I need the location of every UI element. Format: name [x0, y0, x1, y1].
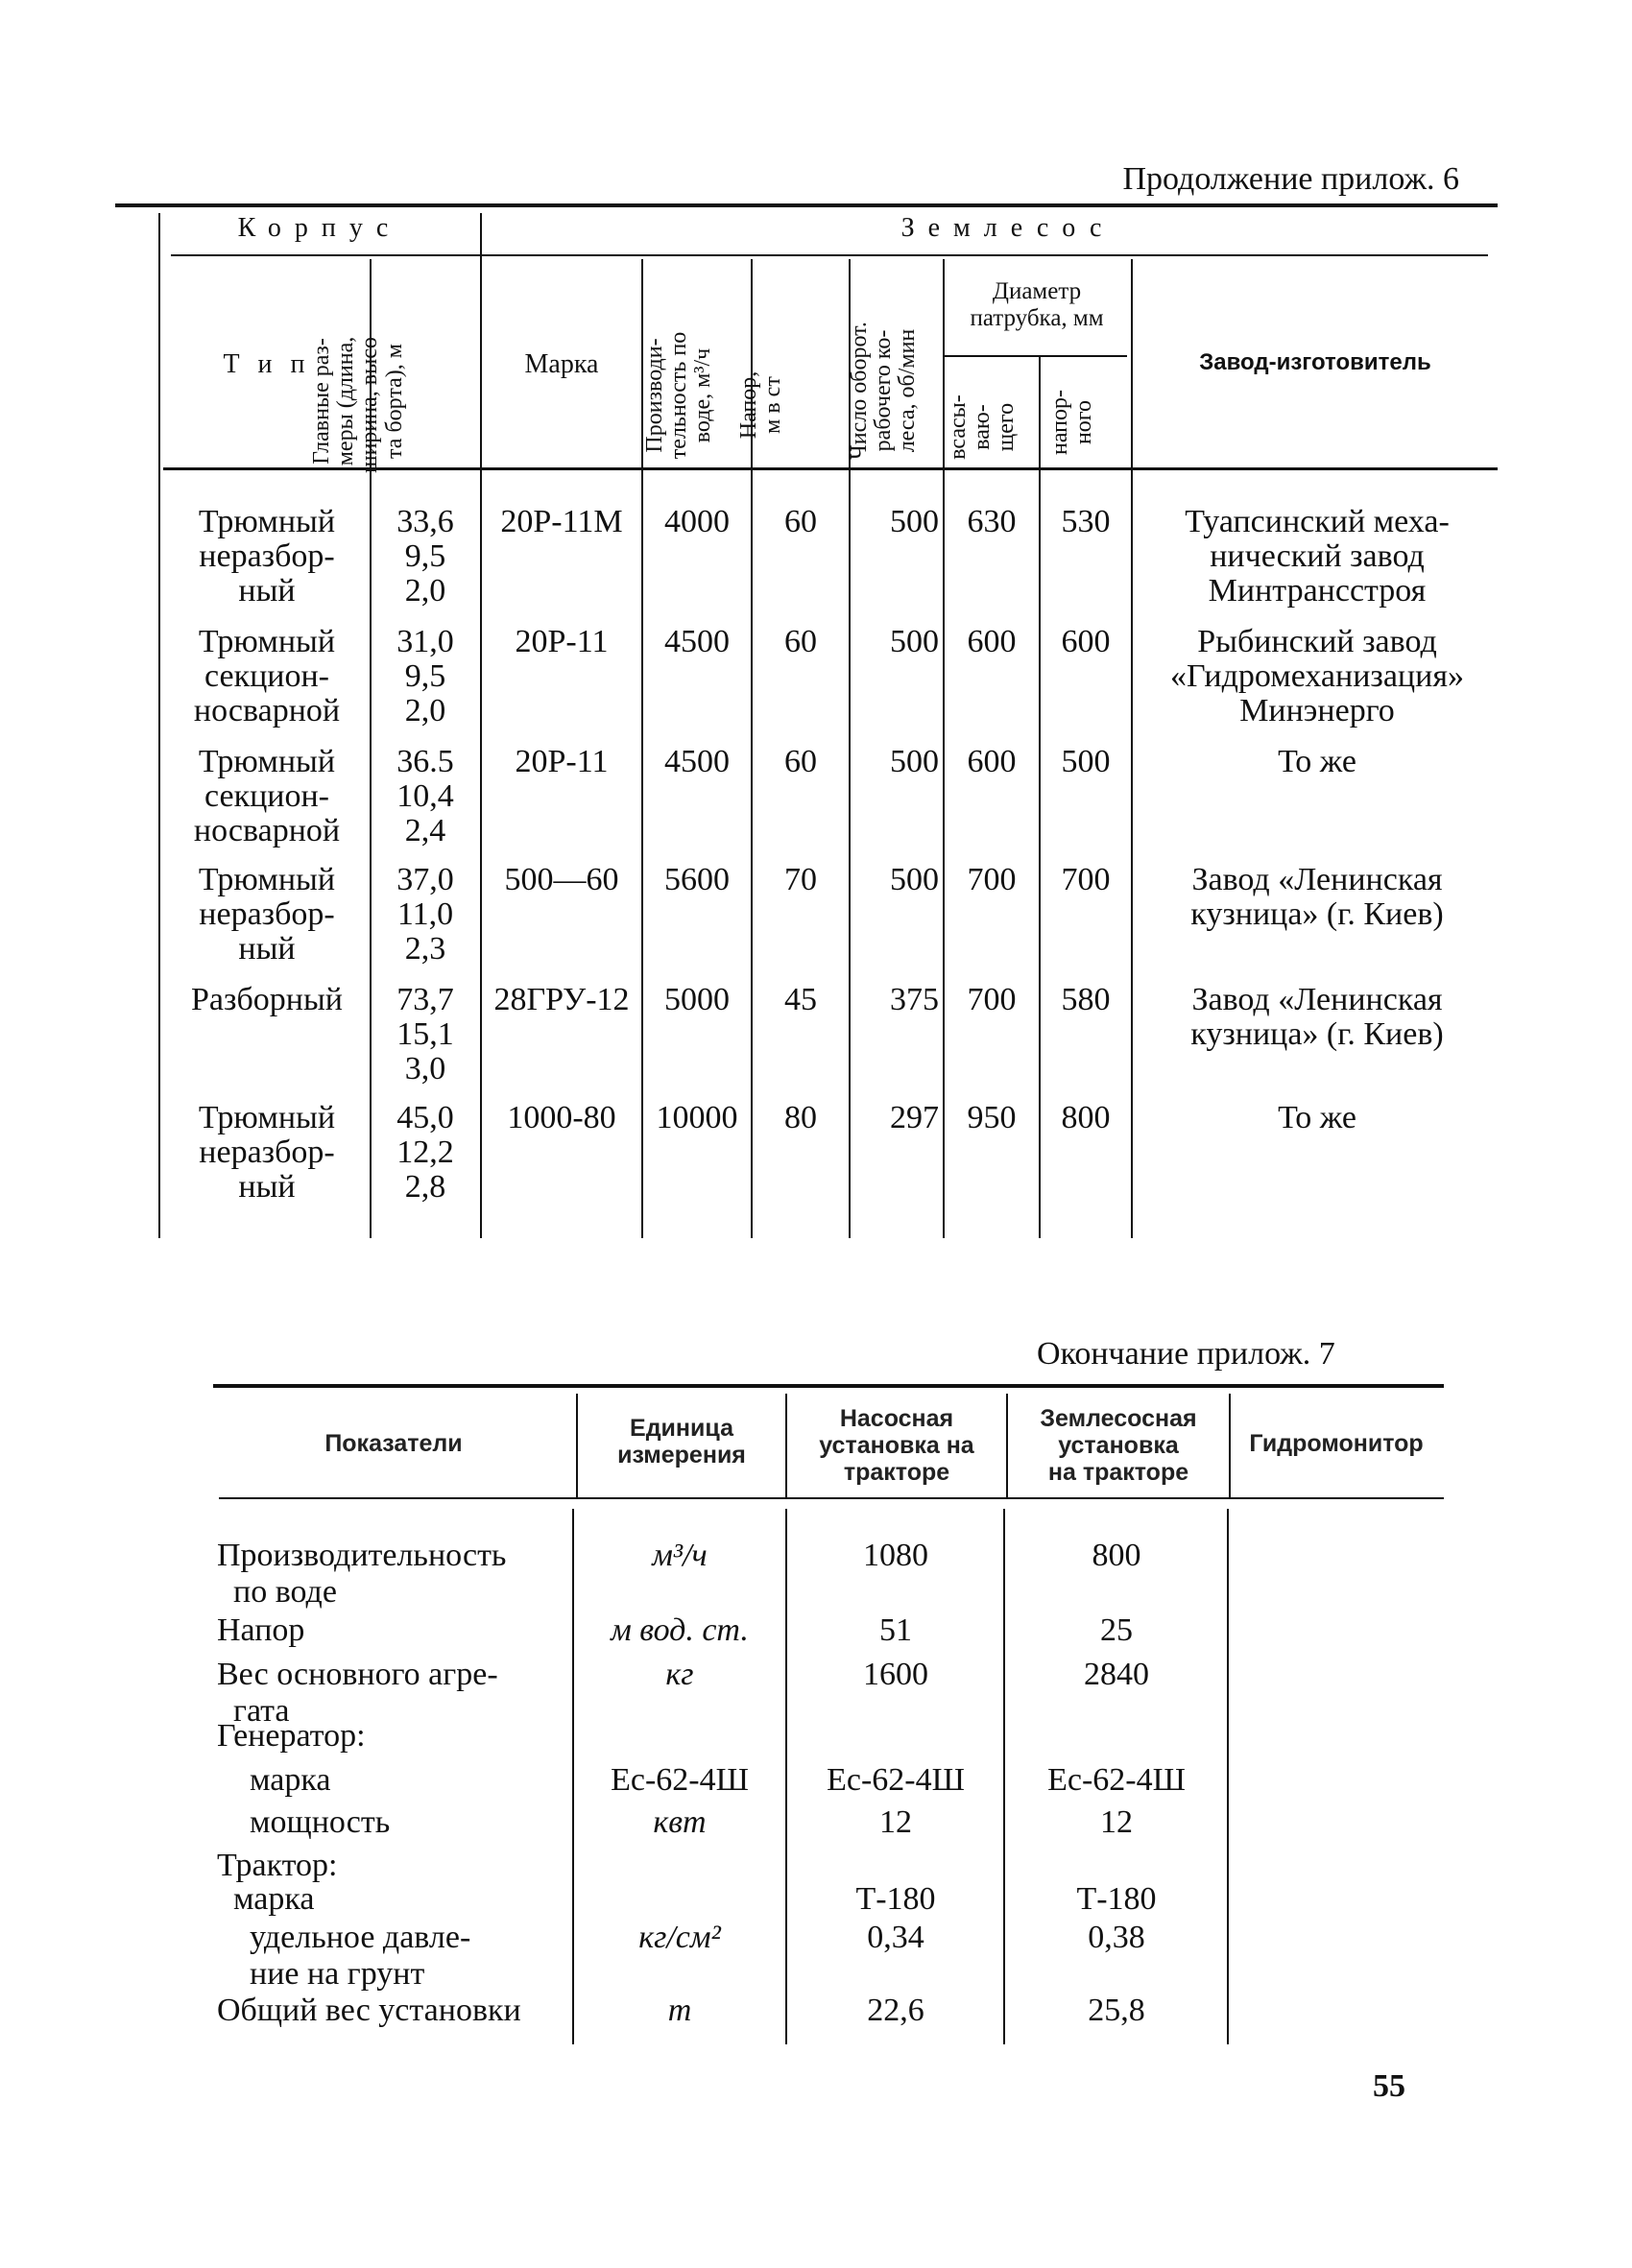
- table2-vrule: [785, 1394, 787, 1497]
- table2-cell-pump: 22,6: [867, 1993, 924, 2028]
- table1-header-type: Т и п: [223, 349, 311, 379]
- table2-header-rule: [219, 1497, 1444, 1499]
- table2-header-unit: Единица измерения: [617, 1415, 746, 1468]
- table2-cell-indicator: Трактор:: [217, 1848, 338, 1883]
- table1-cell-pressure: 700: [1061, 862, 1111, 897]
- table1-cell-dims: 45,0 12,2 2,8: [396, 1100, 454, 1205]
- table2-cell-dredge: 25: [1100, 1612, 1133, 1648]
- table1-header-capacity: Производи- тельность по воде, м³/ч: [642, 331, 716, 460]
- table1-cell-rpm: 297: [890, 1100, 939, 1135]
- table2-cell-indicator: Вес основного агре- гата: [217, 1657, 498, 1729]
- table1-header-diameter: Диаметр патрубка, мм: [970, 278, 1104, 331]
- table2-header-indicator: Показатели: [324, 1430, 463, 1457]
- table1-header-pressure: напор- ного: [1047, 390, 1097, 456]
- table2-cell-dredge: 0,38: [1088, 1920, 1145, 1955]
- table1-cell-brand: 28ГРУ-12: [493, 982, 630, 1017]
- table2-cell-dredge: Т-180: [1076, 1881, 1157, 1917]
- table1-cell-head: 70: [784, 862, 817, 897]
- table1-cell-maker: Туапсинский меха- нический завод Минтрансстроя: [1185, 504, 1450, 609]
- table1-cell-capacity: 4500: [664, 624, 730, 659]
- table2-cell-indicator: марка: [217, 1762, 331, 1798]
- table1-caption: Продолжение прилож. 6: [1122, 161, 1459, 197]
- table2-cell-dredge: 25,8: [1088, 1993, 1145, 2028]
- table1-cell-brand: 1000-80: [507, 1100, 616, 1135]
- table1-cell-maker: Завод «Ленинская кузница» (г. Киев): [1190, 862, 1444, 932]
- table1-header-rpm: Число оборот. рабочего ко- леса, об/мин: [847, 322, 921, 460]
- table1-cell-brand: 500—60: [504, 862, 619, 897]
- table2-cell-dredge: 2840: [1084, 1657, 1149, 1692]
- table1-header-maker: Завод-изготовитель: [1199, 349, 1431, 375]
- table2-cell-dredge: 800: [1092, 1538, 1141, 1573]
- table2-cell-indicator: Генератор:: [217, 1718, 366, 1754]
- table2-cell-indicator: Общий вес установки: [217, 1993, 521, 2028]
- table1-cell-rpm: 500: [890, 624, 939, 659]
- table1-cell-dims: 31,0 9,5 2,0: [396, 624, 454, 728]
- table2-cell-unit: квт: [653, 1804, 707, 1840]
- table2-vrule: [1006, 1394, 1008, 1497]
- table2-cell-indicator: удельное давле- ние на грунт: [250, 1920, 471, 1992]
- table2-header-hydromonitor: Гидромонитор: [1249, 1430, 1424, 1457]
- table1-cell-maker: То же: [1278, 1100, 1356, 1135]
- table2-cell-dredge: Ес-62-4Ш: [1047, 1762, 1186, 1798]
- table1-cell-rpm: 375: [890, 982, 939, 1017]
- table1-cell-suction: 630: [967, 504, 1017, 539]
- table1-cell-capacity: 4000: [664, 504, 730, 539]
- table2-vrule: [785, 1509, 787, 2044]
- table1-cell-dims: 36.5 10,4 2,4: [396, 744, 454, 848]
- table2-cell-pump: 12: [879, 1804, 912, 1840]
- table1-cell-suction: 600: [967, 744, 1017, 779]
- table1-cell-dims: 37,0 11,0 2,3: [396, 862, 454, 967]
- table1-cell-brand: 20Р-11М: [500, 504, 623, 539]
- page-number: 55: [1373, 2068, 1405, 2104]
- table1-header-suction: всасы- ваю- щего: [946, 394, 1020, 460]
- table2-cell-unit: т: [667, 1993, 692, 2028]
- table1-cell-head: 60: [784, 624, 817, 659]
- table2-caption: Окончание прилож. 7: [1037, 1336, 1335, 1372]
- table2-cell-unit: кг: [665, 1657, 694, 1692]
- table1-vrule: [480, 213, 482, 1238]
- table1-cell-capacity: 10000: [656, 1100, 738, 1135]
- table1-cell-dims: 33,6 9,5 2,0: [396, 504, 454, 609]
- table1-group-rule-pump: [482, 254, 1488, 256]
- table1-cell-brand: 20Р-11: [515, 744, 609, 779]
- table1-cell-maker: Завод «Ленинская кузница» (г. Киев): [1190, 982, 1444, 1052]
- table1-cell-pressure: 530: [1061, 504, 1111, 539]
- table1-cell-pressure: 800: [1061, 1100, 1111, 1135]
- table2-cell-unit: кг/см²: [638, 1920, 721, 1955]
- table2-cell-indicator: Напор: [217, 1612, 305, 1648]
- table1-cell-pressure: 600: [1061, 624, 1111, 659]
- table2-cell-pump: 1600: [863, 1657, 928, 1692]
- table1-cell-pressure: 580: [1061, 982, 1111, 1017]
- table1-cell-rpm: 500: [890, 504, 939, 539]
- table1-vrule: [1039, 357, 1041, 1238]
- table2-cell-indicator: мощность: [217, 1804, 391, 1840]
- table1-header-brand: Марка: [524, 349, 599, 379]
- table1-header-head: Напор, м в ст: [736, 370, 786, 440]
- table1-cell-type: Трюмный неразбор- ный: [198, 1100, 336, 1205]
- table2-cell-unit: м вод. ст.: [611, 1612, 749, 1648]
- table1-cell-maker: То же: [1278, 744, 1356, 779]
- table1-cell-rpm: 500: [890, 862, 939, 897]
- table1-cell-maker: Рыбинский завод «Гидромеханизация» Минэнерго: [1170, 624, 1464, 728]
- table1-cell-brand: 20Р-11: [515, 624, 609, 659]
- table2-vrule: [1003, 1509, 1005, 2044]
- table2-cell-dredge: 12: [1100, 1804, 1133, 1840]
- table1-cell-type: Трюмный неразбор- ный: [198, 504, 336, 609]
- table1-cell-head: 60: [784, 504, 817, 539]
- table2-cell-pump: 1080: [863, 1538, 928, 1573]
- table1-left-rule: [158, 213, 160, 1238]
- table2-cell-pump: Т-180: [855, 1881, 936, 1917]
- table2-header-pump-tractor: Насосная установка на тракторе: [819, 1405, 974, 1486]
- table1-group-rule-hull: [171, 254, 480, 256]
- table1-vrule: [1131, 259, 1133, 1238]
- table2-cell-indicator: марка: [217, 1881, 315, 1917]
- table1-cell-capacity: 4500: [664, 744, 730, 779]
- table1-diameter-rule: [943, 355, 1127, 357]
- table1-top-rule: [115, 203, 1498, 207]
- table2-cell-pump: 0,34: [867, 1920, 924, 1955]
- table1-cell-capacity: 5600: [664, 862, 730, 897]
- table1-cell-head: 80: [784, 1100, 817, 1135]
- table1-cell-suction: 700: [967, 862, 1017, 897]
- table1-cell-suction: 600: [967, 624, 1017, 659]
- table1-cell-capacity: 5000: [664, 982, 730, 1017]
- table1-cell-type: Трюмный неразбор- ный: [198, 862, 336, 967]
- table2-header-dredge-tractor: Землесосная установка на тракторе: [1040, 1405, 1197, 1486]
- table2-vrule: [1229, 1394, 1231, 1497]
- table1-header-dims: Главные раз- меры (длина, ширина, высо- та борта), м: [309, 329, 407, 473]
- table1-cell-suction: 950: [967, 1100, 1017, 1135]
- table2-cell-pump: 51: [879, 1612, 912, 1648]
- table2-cell-unit: м³/ч: [652, 1538, 708, 1573]
- table2-vrule: [576, 1394, 578, 1497]
- table1-cell-type: Трюмный секцион- носварной: [193, 624, 341, 728]
- table1-cell-head: 45: [784, 982, 817, 1017]
- table2-vrule: [1227, 1509, 1229, 2044]
- table1-cell-pressure: 500: [1061, 744, 1111, 779]
- table1-cell-suction: 700: [967, 982, 1017, 1017]
- table1-group-hull: Корпус: [237, 213, 402, 243]
- table1-cell-type: Разборный: [191, 982, 343, 1017]
- table2-top-rule: [213, 1384, 1444, 1388]
- table1-cell-head: 60: [784, 744, 817, 779]
- table2-cell-pump: Ес-62-4Ш: [827, 1762, 965, 1798]
- table1-cell-type: Трюмный секцион- носварной: [193, 744, 341, 848]
- table2-cell-unit: Ес-62-4Ш: [611, 1762, 749, 1798]
- table1-group-pump: Землесос: [900, 213, 1116, 243]
- table1-cell-rpm: 500: [890, 744, 939, 779]
- table1-cell-dims: 73,7 15,1 3,0: [396, 982, 454, 1086]
- table2-cell-indicator: Производительность по воде: [217, 1538, 507, 1610]
